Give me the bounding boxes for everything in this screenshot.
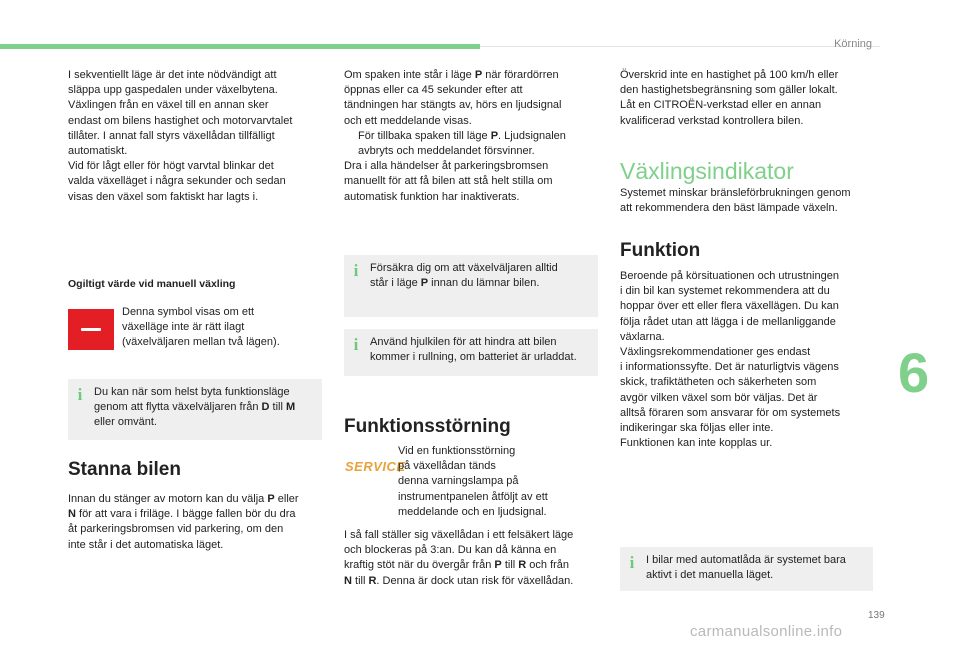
gear-indicator-heading: Växlingsindikator xyxy=(620,158,794,184)
section-header: Körning xyxy=(834,38,872,50)
fault-heading: Funktionsstörning xyxy=(344,416,511,437)
function-text: Beroende på körsituationen och utrustningen i din bil kan systemet rekommendera att du hoppar över ett eller flera växellägen. Du kan följa rådet utan att lägga i de mellanliggande växlarna. Växlingsrekommendationer ges endast i informationssyfte. Det är naturligtvis vägens skick, trafiktätheten och säkerheten som avgör vilken växel som bör väljas. Det är alltså föraren som ansvarar för om systemets indikeringar ska följas eller inte. Funktionen kan inte kopplas ur. xyxy=(620,270,841,450)
col2-park-text: Om spaken inte står i läge P när förardörren öppnas eller ca 45 sekunder efter att tändningen har stängts av, hörs en ljudsignal och ett meddelande visas. För tillbaka spaken till läge P. Ljudsignalen avbryts och meddelandet försvinner. Dra i alla händelser åt parkeringsbromsen manuellt för att få bilen att stå helt stilla om automatisk funktion har inaktiverats. xyxy=(344,69,566,203)
info-box-text: Du kan när som helst byta funktionsläge genom att flytta växelväljaren från D till M eller omvänt. xyxy=(94,386,296,429)
red-dash-icon xyxy=(68,309,114,350)
watermark: carmanualsonline.info xyxy=(690,623,843,640)
fault-text: Vid en funktionsstörning på växellådan tänds denna varningslampa på instrumentpanelen åtföljt av ett meddelande och en ljudsignal. xyxy=(398,445,548,518)
gear-indicator-text: Systemet minskar bränsleförbrukningen genom att rekommendera den bäst lämpade växeln. xyxy=(620,187,851,215)
info-box-wheel-chock xyxy=(344,329,598,376)
chapter-number: 6 xyxy=(898,341,930,404)
stop-car-text: Innan du stänger av motorn kan du välja P eller N för att vara i friläge. I bägge fallen bör du dra åt parkeringsbromsen vid parkering, om den inte står i det automatiska läget. xyxy=(68,493,299,551)
info-i-icon: i xyxy=(77,385,83,404)
info-box-text: I bilar med automatlåda är systemet bara aktivt i det manuella läget. xyxy=(646,554,846,582)
info-box-text: Använd hjulkilen för att hindra att bilen kommer i rullning, om batteriet är urladdat. xyxy=(370,336,577,364)
info-box-switch-mode xyxy=(68,379,322,440)
service-warning-icon: SERVICE xyxy=(345,459,406,474)
fault-text-2: I så fall ställer sig växellådan i ett felsäkert läge och blockeras på 3:an. Du kan då känna en kraftig stöt när du övergår från P till R och från N till R. Denna är dock utan risk för växellådan. xyxy=(344,529,574,587)
page-number: 139 xyxy=(868,610,885,621)
col3-intro: Överskrid inte en hastighet på 100 km/h eller den hastighetsbegränsning som gäller lokalt. Låt en CITROËN-verkstad eller en annan kvalificerad verkstad kontrollera bilen. xyxy=(620,69,839,127)
info-i-icon: i xyxy=(353,261,359,280)
invalid-value-text: Denna symbol visas om ett växelläge inte är rätt ilagt (växelväljaren mellan två lägen). xyxy=(122,306,280,349)
info-box-text: Försäkra dig om att växelväljaren alltid står i läge P innan du lämnar bilen. xyxy=(370,262,558,290)
info-box-park-position xyxy=(344,255,598,317)
col1-intro: I sekventiellt läge är det inte nödvändigt att släppa upp gaspedalen under växelbytena. Växlingen från en växel till en annan sker endast om bilens hastighet och motorvarvtalet tillåter. I annat fall styrs växellådan tillfälligt automatiskt. Vid för lågt eller för högt varvtal blinkar det valda växelläget i några sekunder och sedan visas den växel som faktiskt har lagts i. xyxy=(68,69,293,203)
stop-car-heading: Stanna bilen xyxy=(68,459,181,480)
invalid-value-heading: Ogiltigt värde vid manuell växling xyxy=(68,278,236,290)
info-i-icon: i xyxy=(629,553,635,572)
top-accent-bar xyxy=(0,44,480,49)
info-box-automatic xyxy=(620,547,873,591)
function-heading: Funktion xyxy=(620,240,701,261)
top-divider-line xyxy=(480,46,880,47)
info-i-icon: i xyxy=(353,335,359,354)
